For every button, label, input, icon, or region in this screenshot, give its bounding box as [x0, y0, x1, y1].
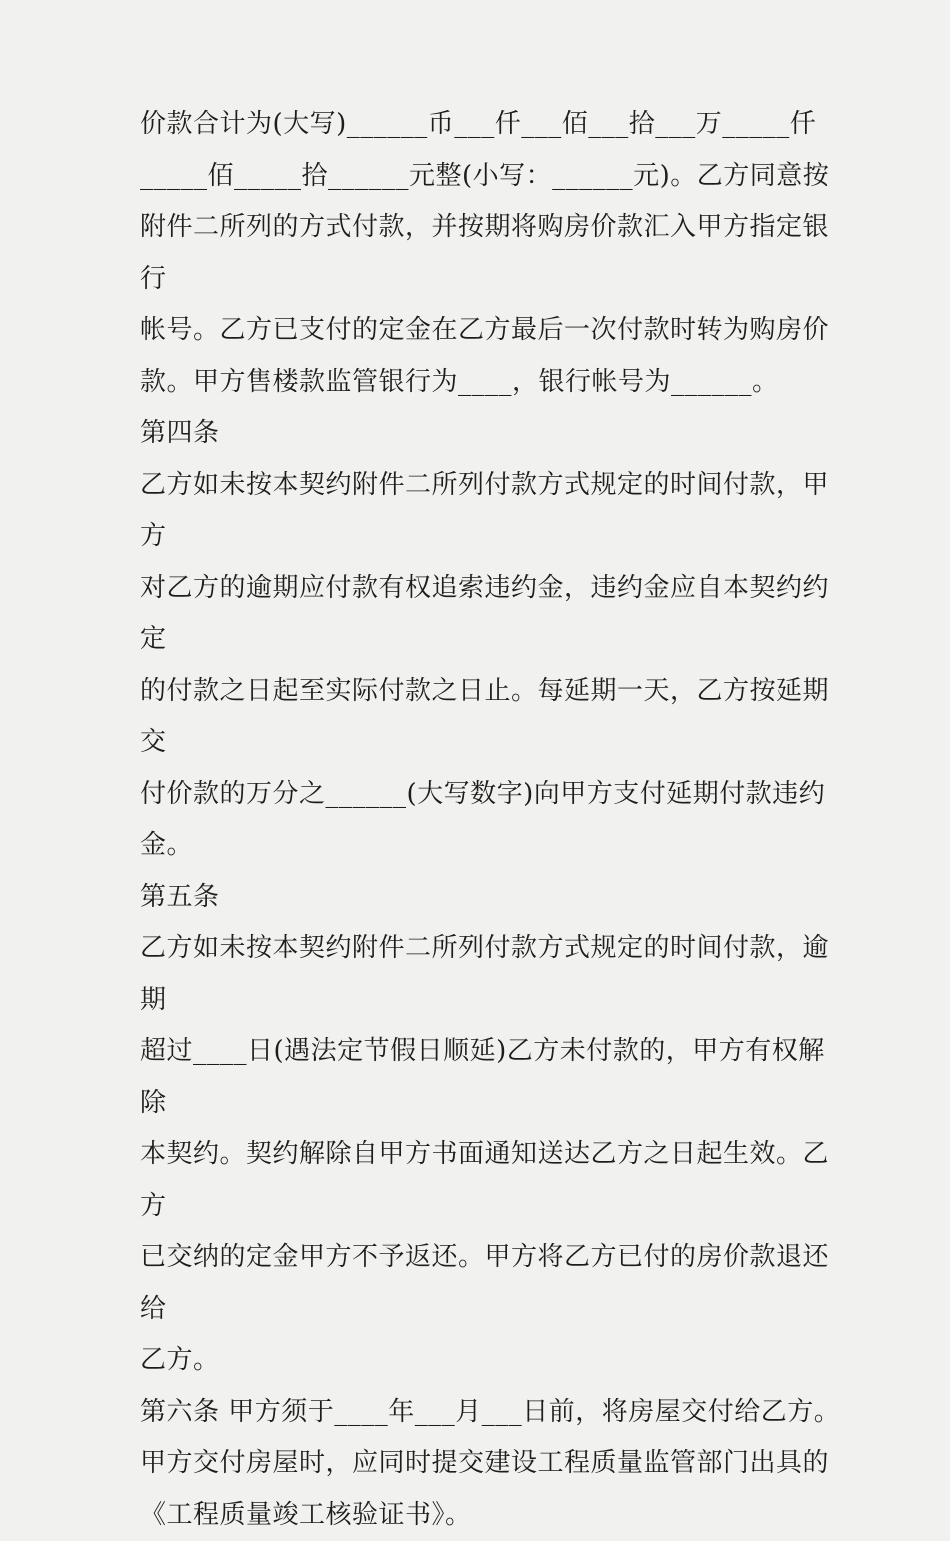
article-5-line-5: 乙方。 — [140, 1335, 842, 1387]
article-5-line-3: 本契约。契约解除自甲方书面通知送达乙方之日起生效。乙方 — [140, 1129, 842, 1232]
article-4-line-2: 对乙方的逾期应付款有权追索违约金，违约金应自本契约约定 — [140, 563, 842, 666]
article-5-line-4: 已交纳的定金甲方不予返还。甲方将乙方已付的房价款退还给 — [140, 1232, 842, 1335]
payment-method-line: 附件二所列的方式付款，并按期将购房价款汇入甲方指定银行 — [140, 202, 842, 305]
article-4-line-3: 的付款之日起至实际付款之日止。每延期一天，乙方按延期交 — [140, 666, 842, 769]
article-5-line-2: 超过____日(遇法定节假日顺延)乙方未付款的，甲方有权解除 — [140, 1026, 842, 1129]
article-6-line-1: 第六条 甲方须于____年___月___日前，将房屋交付给乙方。 — [140, 1387, 842, 1439]
article-4-line-1: 乙方如未按本契约附件二所列付款方式规定的时间付款，甲方 — [140, 460, 842, 563]
deposit-transfer-line: 帐号。乙方已支付的定金在乙方最后一次付款时转为购房价 — [140, 305, 842, 357]
article-4-line-4: 付价款的万分之______(大写数字)向甲方支付延期付款违约 — [140, 769, 842, 821]
supervising-bank-line: 款。甲方售楼款监管银行为____，银行帐号为______。 — [140, 357, 842, 409]
article-6-line-3: 《工程质量竣工核验证书》。 — [140, 1490, 842, 1541]
article-4-line-5: 金。 — [140, 820, 842, 872]
price-total-line-1: 价款合计为(大写)______币___仟___佰___拾___万_____仟 — [140, 99, 842, 151]
article-5-line-1: 乙方如未按本契约附件二所列付款方式规定的时间付款，逾期 — [140, 923, 842, 1026]
article-6-line-2: 甲方交付房屋时，应同时提交建设工程质量监管部门出具的 — [140, 1438, 842, 1490]
article-4-heading: 第四条 — [140, 408, 842, 460]
article-5-heading: 第五条 — [140, 872, 842, 924]
price-total-line-2: _____佰_____拾______元整(小写：______元)。乙方同意按 — [140, 151, 842, 203]
